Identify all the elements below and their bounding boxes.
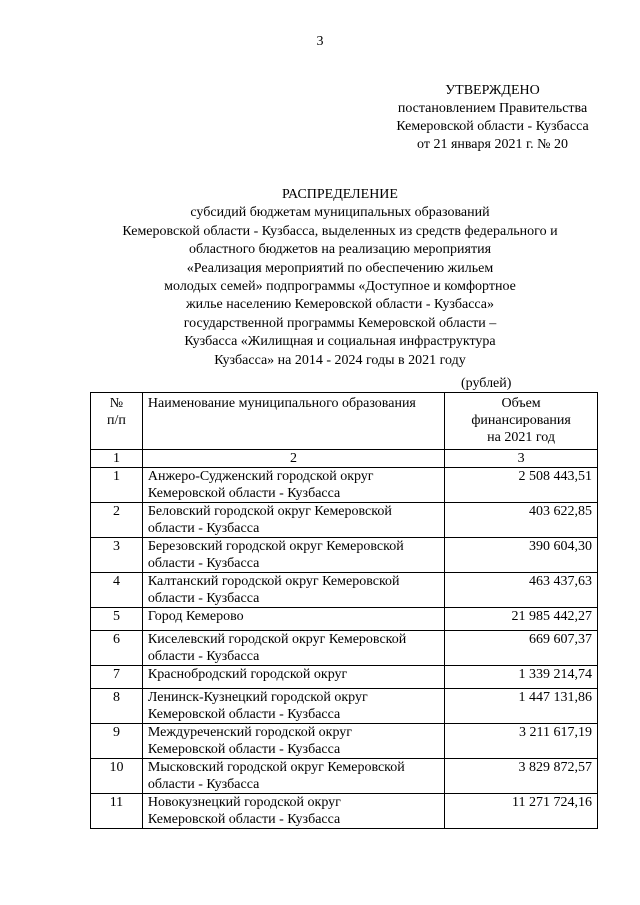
row-name bbox=[142, 631, 444, 666]
row-name bbox=[142, 759, 444, 794]
title-line: жилье населению Кемеровской области - Кузбасса» bbox=[185, 297, 495, 313]
title-line: областного бюджетов на реализацию мероприятия bbox=[188, 242, 492, 258]
table-row bbox=[91, 538, 598, 573]
row-amount: 1 339 214,74 bbox=[445, 666, 598, 689]
table-row bbox=[91, 608, 598, 631]
title-line: Кузбасса «Жилищная и социальная инфраструктура bbox=[184, 334, 496, 350]
row-number: 1 bbox=[91, 468, 143, 503]
title-line: «Реализация мероприятий по обеспечению жильем bbox=[186, 260, 494, 276]
title-line: субсидий бюджетам муниципальных образований bbox=[190, 205, 490, 221]
row-name-line: Город Кемерово bbox=[147, 609, 244, 624]
row-name bbox=[142, 468, 444, 503]
row-number: 3 bbox=[91, 538, 143, 573]
document-title bbox=[90, 186, 590, 370]
table-row bbox=[91, 794, 598, 829]
row-name bbox=[142, 724, 444, 759]
title-line: Кузбасса» на 2014 - 2024 годы в 2021 году bbox=[214, 352, 466, 368]
row-amount: 21 985 442,27 bbox=[445, 608, 598, 631]
header-amount-line: на 2021 год bbox=[487, 430, 555, 445]
header-number-line: п/п bbox=[107, 413, 126, 428]
table-row bbox=[91, 724, 598, 759]
row-name bbox=[142, 608, 444, 631]
header-amount-line: финансирования bbox=[471, 413, 571, 428]
row-amount: 3 829 872,57 bbox=[445, 759, 598, 794]
approval-line: УТВЕРЖДЕНО bbox=[445, 83, 540, 98]
row-number: 6 bbox=[91, 631, 143, 666]
header-number bbox=[91, 393, 143, 450]
row-number: 5 bbox=[91, 608, 143, 631]
row-amount: 390 604,30 bbox=[445, 538, 598, 573]
row-name-line: Кемеровской области - Кузбасса bbox=[147, 486, 341, 501]
table-row bbox=[91, 503, 598, 538]
row-number: 10 bbox=[91, 759, 143, 794]
row-name-line: Кемеровской области - Кузбасса bbox=[147, 742, 341, 757]
row-number: 2 bbox=[91, 503, 143, 538]
row-amount: 2 508 443,51 bbox=[445, 468, 598, 503]
row-number: 9 bbox=[91, 724, 143, 759]
row-name bbox=[142, 538, 444, 573]
header-amount-line: Объем bbox=[501, 396, 541, 411]
row-amount: 11 271 724,16 bbox=[445, 794, 598, 829]
row-number: 11 bbox=[91, 794, 143, 829]
title-line: РАСПРЕДЕЛЕНИЕ bbox=[282, 187, 398, 202]
row-name-line: области - Кузбасса bbox=[147, 521, 260, 536]
row-number: 8 bbox=[91, 689, 143, 724]
row-name-line: области - Кузбасса bbox=[147, 649, 260, 664]
table-row bbox=[91, 759, 598, 794]
row-name bbox=[142, 573, 444, 608]
row-name-line: области - Кузбасса bbox=[147, 777, 260, 792]
approval-line: Кемеровской области - Кузбасса bbox=[396, 119, 589, 134]
table-row bbox=[91, 689, 598, 724]
table-row bbox=[91, 666, 598, 689]
column-index: 3 bbox=[445, 450, 598, 468]
title-line: государственной программы Кемеровской области – bbox=[183, 315, 497, 331]
row-name-line: Ленинск-Кузнецкий городской округ bbox=[147, 690, 368, 705]
page-number: 3 bbox=[316, 34, 324, 49]
row-name-line: Мысковский городской округ Кемеровской bbox=[147, 760, 405, 775]
header-name: Наименование муниципального образования bbox=[142, 393, 444, 450]
row-amount: 3 211 617,19 bbox=[445, 724, 598, 759]
column-index: 2 bbox=[142, 450, 444, 468]
table-row bbox=[91, 631, 598, 666]
title-line: молодых семей» подпрограммы «Доступное и комфортное bbox=[164, 279, 516, 295]
title-line: Кемеровской области - Кузбасса, выделенных из средств федерального и bbox=[122, 223, 558, 239]
column-index: 1 bbox=[91, 450, 143, 468]
row-name-line: Беловский городской округ Кемеровской bbox=[147, 504, 392, 519]
approval-stamp bbox=[360, 82, 625, 154]
unit-label: (рублей) bbox=[461, 376, 512, 391]
header-amount bbox=[445, 393, 598, 450]
column-index-row bbox=[91, 450, 598, 468]
row-name-line: области - Кузбасса bbox=[147, 556, 260, 571]
row-name-line: Калтанский городской округ Кемеровской bbox=[147, 574, 400, 589]
row-name-line: Киселевский городской округ Кемеровской bbox=[147, 632, 407, 647]
row-name bbox=[142, 689, 444, 724]
row-amount: 463 437,63 bbox=[445, 573, 598, 608]
row-name-line: Междуреченский городской округ bbox=[147, 725, 353, 740]
row-name-line: Кемеровской области - Кузбасса bbox=[147, 812, 341, 827]
row-name-line: Новокузнецкий городской округ bbox=[147, 795, 341, 810]
row-name-line: Березовский городской округ Кемеровской bbox=[147, 539, 404, 554]
row-amount: 1 447 131,86 bbox=[445, 689, 598, 724]
table-header-row bbox=[91, 393, 598, 450]
table-row bbox=[91, 468, 598, 503]
row-number: 7 bbox=[91, 666, 143, 689]
row-number: 4 bbox=[91, 573, 143, 608]
header-number-line: № bbox=[109, 396, 124, 411]
row-name-line: Краснобродский городской округ bbox=[147, 667, 348, 682]
row-name-line: Анжеро-Судженский городской округ bbox=[147, 469, 374, 484]
row-amount: 669 607,37 bbox=[445, 631, 598, 666]
approval-line: постановлением Правительства bbox=[397, 101, 588, 116]
row-name-line: области - Кузбасса bbox=[147, 591, 260, 606]
row-amount: 403 622,85 bbox=[445, 503, 598, 538]
row-name-line: Кемеровской области - Кузбасса bbox=[147, 707, 341, 722]
row-name bbox=[142, 794, 444, 829]
table-row bbox=[91, 573, 598, 608]
distribution-table bbox=[90, 392, 598, 829]
row-name bbox=[142, 666, 444, 689]
row-name bbox=[142, 503, 444, 538]
approval-line: от 21 января 2021 г. № 20 bbox=[417, 137, 568, 152]
